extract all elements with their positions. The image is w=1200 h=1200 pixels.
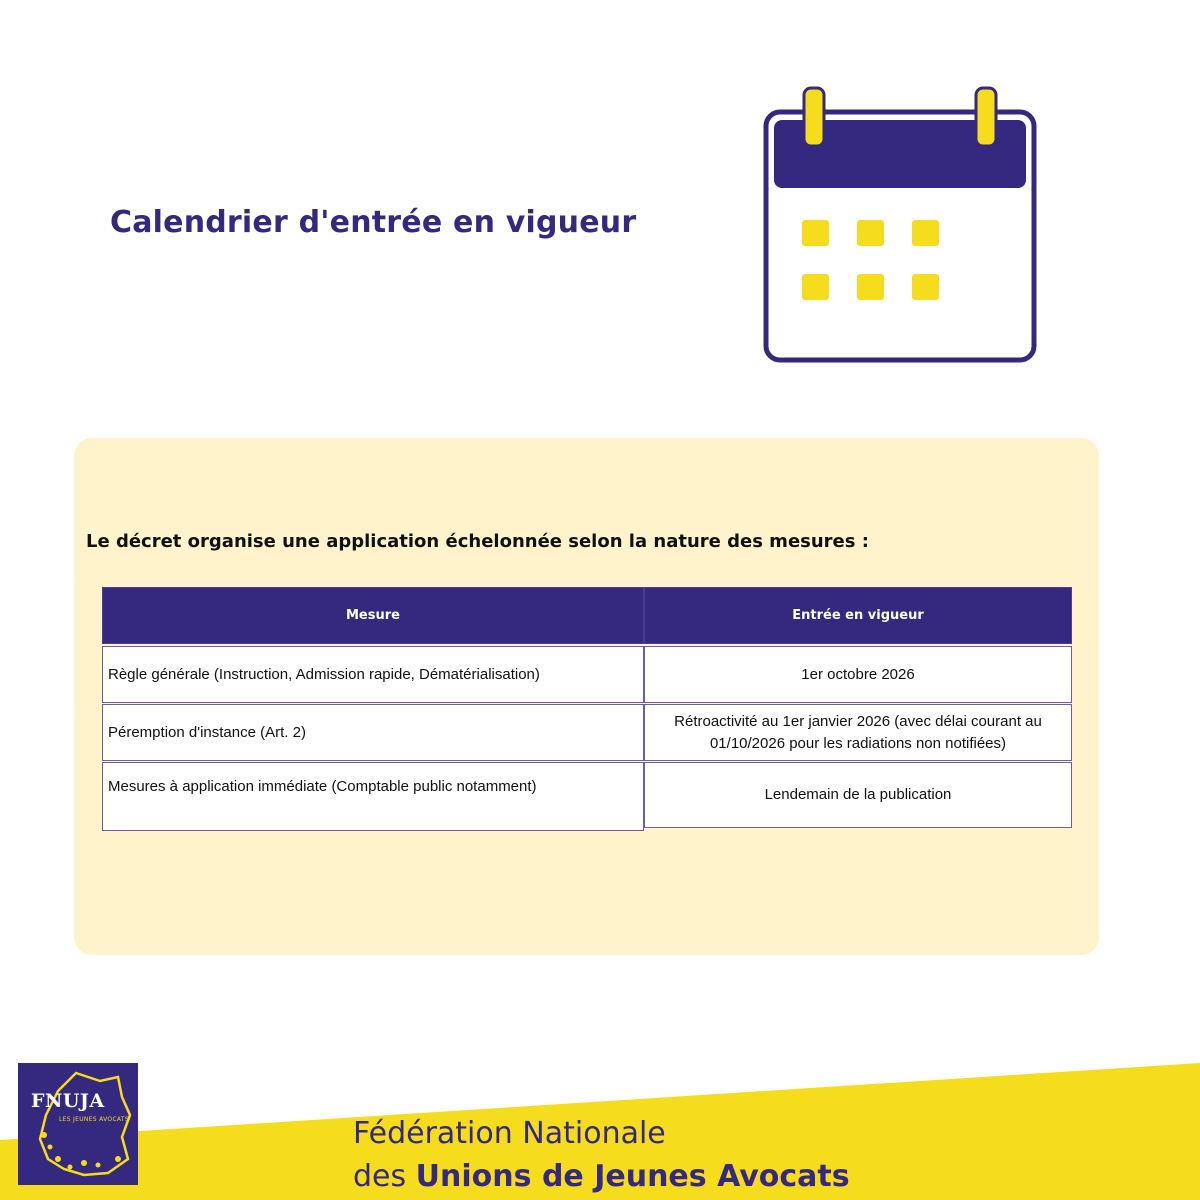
table-cell-mesure: Règle générale (Instruction, Admission rapide, Dématérialisation) [102, 646, 644, 703]
column-header-mesure: Mesure [102, 587, 644, 644]
table-cell-mesure: Mesures à application immédiate (Comptable public notamment) [102, 762, 644, 831]
intro-text: Le décret organise une application échelonnée selon la nature des mesures : [86, 531, 869, 552]
table-cell-mesure: Péremption d'instance (Art. 2) [102, 704, 644, 761]
page-title: Calendrier d'entrée en vigueur [110, 205, 637, 240]
fnuja-logo: FNUJA LES JEUNES AVOCATS [18, 1063, 138, 1185]
federation-name-line2: des Unions de Jeunes Avocats [353, 1159, 850, 1194]
column-header-entree: Entrée en vigueur [644, 587, 1072, 644]
table-cell-date: 1er octobre 2026 [644, 646, 1072, 703]
federation-name-line1: Fédération Nationale [353, 1116, 666, 1151]
table-cell-date: Lendemain de la publication [644, 762, 1072, 828]
table-cell-date: Rétroactivité au 1er janvier 2026 (avec délai courant au 01/10/2026 pour les radiations non notifiées) [644, 704, 1072, 761]
